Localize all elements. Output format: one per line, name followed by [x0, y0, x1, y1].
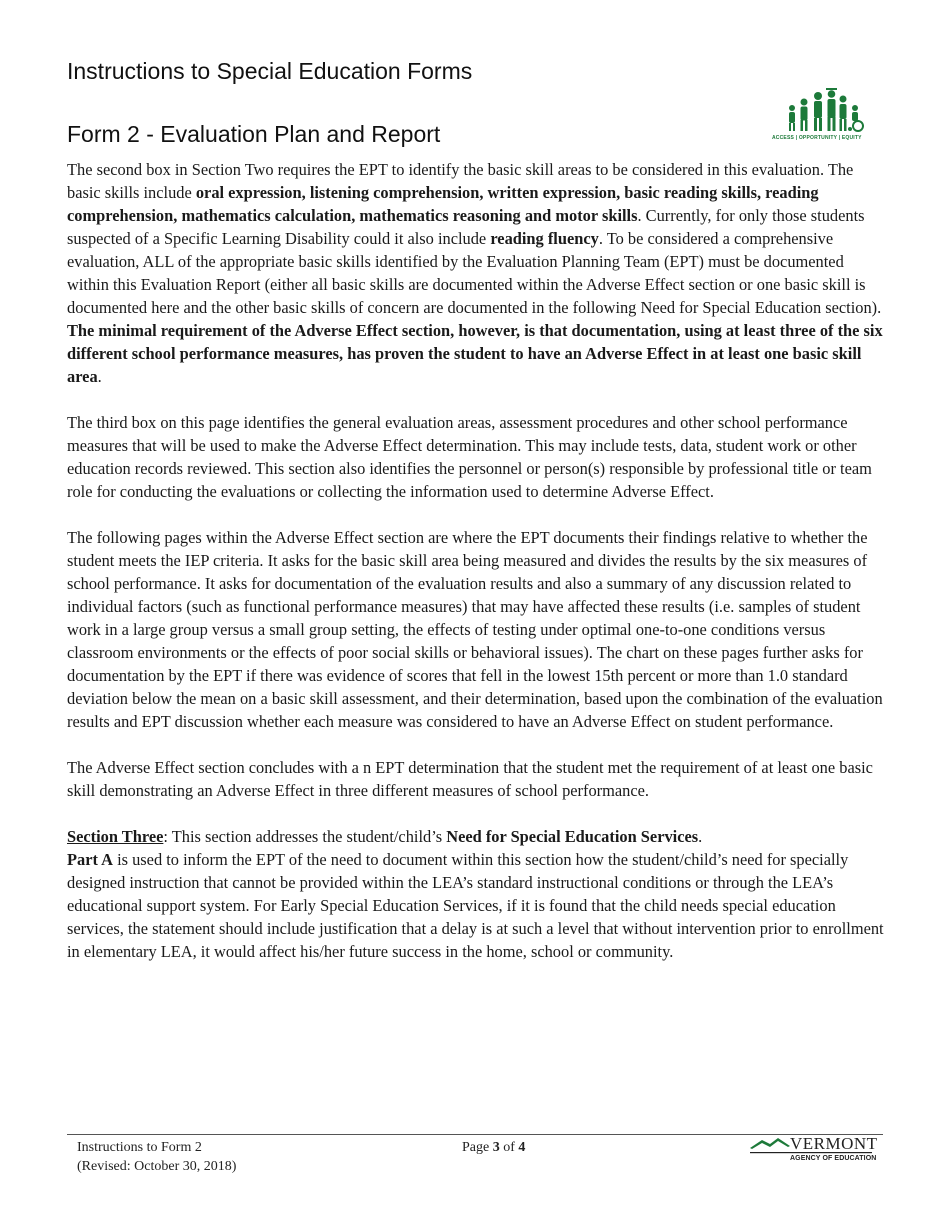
paragraph-text: : This section addresses the student/child’s	[163, 827, 447, 846]
paragraph-text: .	[698, 827, 703, 846]
footer-form-name: Instructions to Form 2	[77, 1140, 202, 1155]
page-of: of	[499, 1140, 519, 1155]
page-prefix: Page	[462, 1140, 493, 1155]
part-a-paragraph	[67, 848, 885, 963]
part-a-label: Part A	[67, 850, 113, 869]
page-current: 3	[492, 1140, 500, 1155]
section-three-intro	[67, 825, 885, 848]
section-three-label: Section Three	[67, 827, 164, 846]
paragraph-text: is used to inform the EPT of the need to document within this section how the student/child’s need for specially designed instruction that cannot be provided within the LEA’s standard instructional conditions or through the LEA’s educational support system. For Early Special Education Services, if it is found that the child needs special education services, the statement should include justification that a delay is at such a level that without intervention prior to enrollment in elementary LEA, it would affect his/her future success in the home, school or community.	[67, 850, 884, 961]
instruction-body	[67, 158, 885, 986]
paragraph-skill-areas	[67, 158, 885, 388]
footer-form-info	[77, 1138, 236, 1176]
page-number	[462, 1138, 525, 1157]
minimal-requirement-statement: The minimal requirement of the Adverse Effect section, however, is that documentation, using at least three of the six different school performance measures, has proven the student to have an Adverse Effect in at least one basic skill area	[67, 321, 883, 386]
paragraph-text: The second box in Section Two requires the EPT to identify the basic skill areas to be considered in this evaluation. The basic skills include	[67, 160, 854, 202]
paragraph-text: . Currently, for only those students suspected of a Specific Learning Disability could it also include	[67, 206, 865, 248]
paragraph-evaluation-areas: The third box on this page identifies the general evaluation areas, assessment procedures and other school performance measures that will be used to make the Adverse Effect determination. This may include tests, data, student work or other education records reviewed. This section also identifies the personnel or person(s) responsible by professional title or team role for conducting the evaluations or collecting the information used to determine Adverse Effect.	[67, 413, 872, 501]
paragraph-adverse-effect-pages: The following pages within the Adverse Effect section are where the EPT documents their findings relative to whether the student meets the IEP criteria. It asks for the basic skill area being measured and divides the results by the six measures of school performance. It asks for documentation of the evaluation results and also a summary of any discussion related to individual factors (such as functional performance measures) that may have affected these results (i.e. samples of student work in a large group versus a small group setting, the effects of testing under optimal one-to-one conditions versus classroom environments or the effects of poor social skills or behavioral issues). The chart on these pages further asks for documentation by the EPT if there was evidence of scores that fell in the lowest 15th percent or more than 1.0 standard deviation below the mean on a basic skill assessment, and their determination, based upon the combination of the evaluation results and EPT discussion whether each measure was considered to have an Adverse Effect on student performance.	[67, 528, 883, 731]
reading-fluency-term: reading fluency	[490, 229, 599, 248]
paragraph-text: . To be considered a comprehensive evaluation, ALL of the appropriate basic skills identified by the Evaluation Planning Team (EPT) must be documented within this Evaluation Report (either all basic skills are documented within the Adverse Effect section or one basic skill is documented here and the other basic skills of concern are documented in the following Need for Special Education section).	[67, 229, 882, 317]
basic-skills-list: oral expression, listening comprehension, written expression, basic reading skills, reading comprehension, mathematics calculation, mathematics reasoning and motor skills	[67, 183, 819, 225]
agency-subtitle: AGENCY OF EDUCATION	[790, 1155, 877, 1162]
document-title: Instructions to Special Education Forms	[67, 58, 473, 84]
agency-name: VERMONT	[790, 1134, 878, 1153]
page-total: 4	[518, 1140, 526, 1155]
paragraph-adverse-effect-conclusion: The Adverse Effect section concludes with a n EPT determination that the student met the requirement of at least one basic skill demonstrating an Adverse Effect in three different measures of school performance.	[67, 758, 873, 800]
need-for-services-term: Need for Special Education Services	[446, 827, 699, 846]
paragraph-text: .	[97, 367, 102, 386]
footer-revised-date: (Revised: October 30, 2018)	[77, 1159, 237, 1174]
logo-tagline: ACCESS | OPPORTUNITY | EQUITY	[772, 135, 862, 141]
form-heading: Form 2 - Evaluation Plan and Report	[67, 121, 441, 147]
